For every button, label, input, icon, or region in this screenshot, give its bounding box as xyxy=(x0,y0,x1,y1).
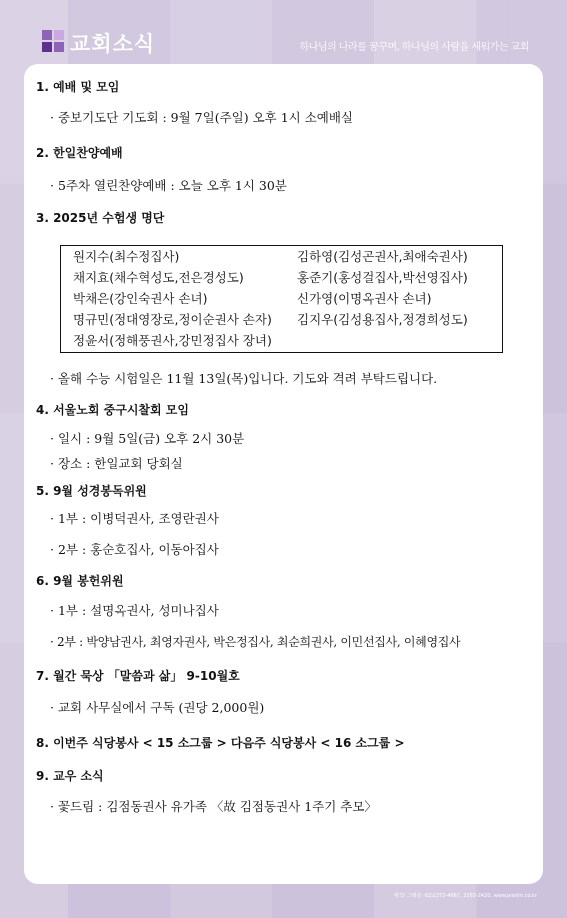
bullet-exam-date: · 올해 수능 시험일은 11월 13일(목)입니다. 기도와 격려 부탁드립니다. xyxy=(50,371,438,386)
bullet-open-praise: · 5주차 열린찬양예배 : 오늘 오후 1시 30분 xyxy=(50,178,287,193)
section-title-worship: 1. 예배 및 모임 xyxy=(36,80,120,94)
bullet-meeting-place: · 장소 : 한일교회 당회실 xyxy=(50,456,183,471)
section-title-presbytery: 4. 서울노회 중구시찰회 모임 xyxy=(36,403,189,417)
student-name: 명규민(정대영장로,정이순권사 손자) xyxy=(73,312,272,327)
student-name: 정윤서(정해풍권사,강민정집사 장녀) xyxy=(73,333,272,348)
student-name: 원지수(최수정집사) xyxy=(73,249,180,264)
student-name: 박채은(강인숙권사 손녀) xyxy=(73,291,208,306)
section-title-students: 3. 2025년 수험생 명단 xyxy=(36,211,165,225)
bullet-readers-2: · 2부 : 홍순호집사, 이동아집사 xyxy=(50,542,219,557)
student-list-box xyxy=(60,245,503,353)
section-title-scripture-readers: 5. 9월 성경봉독위원 xyxy=(36,484,147,498)
section-title-kitchen-service: 8. 이번주 식당봉사 < 15 소그룹 > 다음주 식당봉사 < 16 소그룹 > xyxy=(36,736,405,750)
bullet-subscription: · 교회 사무실에서 구독 (권당 2,000원) xyxy=(50,700,265,715)
header xyxy=(0,0,567,64)
bullet-flowers: · 꽃드림 : 김점동권사 유가족 〈故 김점동권사 1주기 추모〉 xyxy=(50,799,377,814)
tagline: 하나님의 나라를 꿈꾸며, 하나님의 사람을 세워가는 교회 xyxy=(299,42,529,53)
bullet-offering-2: · 2부 : 박양남권사, 최영자권사, 박은정집사, 최순희권사, 이민선집사, 이혜영집사 xyxy=(50,635,461,649)
section-title-devotional: 7. 월간 묵상 「말씀과 삶」 9-10월호 xyxy=(36,669,240,683)
news-card xyxy=(24,64,543,884)
section-title-offering: 6. 9월 봉헌위원 xyxy=(36,574,124,588)
section-title-praise-service: 2. 한일찬양예배 xyxy=(36,146,123,160)
church-logo-icon xyxy=(42,30,64,52)
student-name: 홍준기(홍성걸집사,박선영집사) xyxy=(297,270,468,285)
bullet-meeting-time: · 일시 : 9월 5일(금) 오후 2시 30분 xyxy=(50,431,245,446)
print-credit: 제작/ 그레삼: 02)2272-4667, 2265-2420, www.jeislim.co.kr xyxy=(393,893,537,899)
bullet-readers-1: · 1부 : 이병덕권사, 조영란권사 xyxy=(50,511,219,526)
student-name: 김지우(김성용집사,정경희성도) xyxy=(297,312,468,327)
section-title-member-news: 9. 교우 소식 xyxy=(36,769,104,783)
bullet-offering-1: · 1부 : 설명옥권사, 성미나집사 xyxy=(50,603,219,618)
student-name: 채지효(채수혁성도,전은경성도) xyxy=(73,270,244,285)
page-title: 교회소식 xyxy=(70,32,156,56)
student-name: 신가영(이명옥권사 손녀) xyxy=(297,291,432,306)
student-name: 김하영(김성곤권사,최애숙권사) xyxy=(297,249,468,264)
bullet-prayer-meeting: · 중보기도단 기도회 : 9월 7일(주일) 오후 1시 소예배실 xyxy=(50,110,354,125)
